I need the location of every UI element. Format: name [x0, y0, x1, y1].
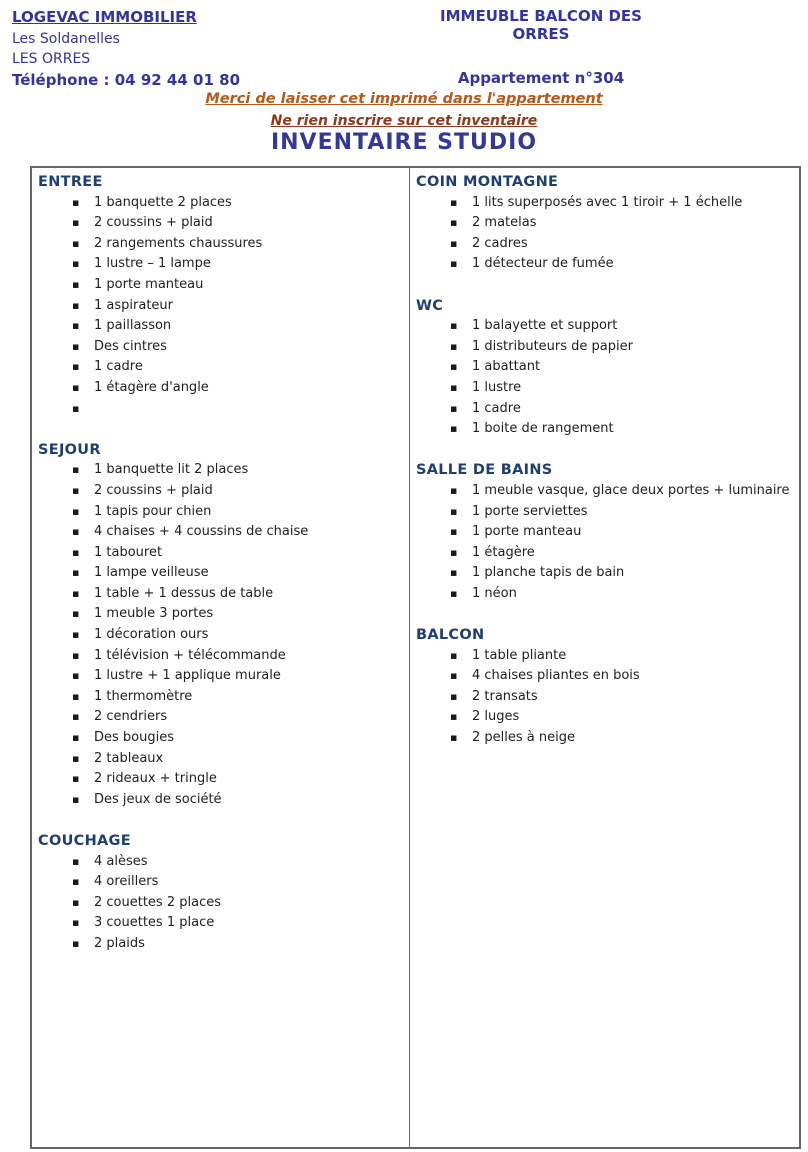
- item-text: 4 oreillers: [94, 874, 159, 890]
- item-text: 4 chaises + 4 coussins de chaise: [94, 524, 309, 540]
- square-bullet-icon: ▪: [450, 257, 458, 271]
- inventory-column-left: [32, 168, 409, 1147]
- square-bullet-icon: ▪: [72, 216, 80, 230]
- inventory-item: [416, 563, 795, 584]
- section-title: BALCON: [416, 627, 485, 644]
- square-bullet-icon: ▪: [72, 504, 80, 518]
- square-bullet-icon: ▪: [450, 525, 458, 539]
- item-text: 1 lampe veilleuse: [94, 565, 209, 581]
- apartment-number: Appartement n°304: [457, 69, 625, 87]
- inventory-item: [38, 852, 405, 873]
- inventory-item: [38, 790, 405, 811]
- inventory-item: [38, 399, 405, 420]
- square-bullet-icon: ▪: [72, 360, 80, 374]
- item-text: 2 matelas: [472, 215, 537, 231]
- item-text: 2 cendriers: [94, 709, 168, 725]
- inventory-item: [38, 213, 405, 234]
- inventory-item: [38, 543, 405, 564]
- inventory-item: [416, 378, 795, 399]
- square-bullet-icon: ▪: [450, 422, 458, 436]
- inventory-section: [416, 296, 795, 440]
- square-bullet-icon: ▪: [72, 607, 80, 621]
- inventory-item: [38, 913, 405, 934]
- inventory-item: [38, 522, 405, 543]
- inventory-item: [416, 543, 795, 564]
- item-text: 1 porte manteau: [472, 524, 582, 540]
- building-block: [416, 7, 666, 87]
- inventory-item: [38, 296, 405, 317]
- inventory-section: [416, 625, 795, 749]
- inventory-item: [416, 728, 795, 749]
- inventory-item: [38, 337, 405, 358]
- section-title: SEJOUR: [38, 441, 101, 458]
- item-text: 1 banquette 2 places: [94, 194, 232, 210]
- square-bullet-icon: ▪: [72, 483, 80, 497]
- item-text: Des cintres: [94, 338, 167, 354]
- inventory-item: [416, 481, 795, 502]
- item-text: 2 transats: [472, 688, 538, 704]
- square-bullet-icon: ▪: [450, 360, 458, 374]
- inventory-item: [38, 687, 405, 708]
- item-text: 1 boite de rangement: [472, 421, 614, 437]
- inventory-item: [38, 378, 405, 399]
- square-bullet-icon: ▪: [72, 916, 80, 930]
- item-text: 1 balayette et support: [472, 318, 618, 334]
- item-text: 1 table pliante: [472, 647, 567, 663]
- square-bullet-icon: ▪: [72, 689, 80, 703]
- agency-name: LOGEVAC IMMOBILIER: [12, 8, 197, 26]
- section-item-list: [38, 460, 405, 810]
- item-text: 1 porte manteau: [94, 276, 204, 292]
- agency-block: [12, 7, 240, 90]
- square-bullet-icon: ▪: [72, 545, 80, 559]
- inventory-item: [416, 707, 795, 728]
- section-item-list: [416, 193, 795, 275]
- inventory-item: [38, 707, 405, 728]
- square-bullet-icon: ▪: [72, 875, 80, 889]
- square-bullet-icon: ▪: [72, 854, 80, 868]
- square-bullet-icon: ▪: [450, 504, 458, 518]
- inventory-item: [38, 666, 405, 687]
- item-text: 2 tableaux: [94, 750, 164, 766]
- inventory-item: [38, 934, 405, 955]
- item-text: 1 aspirateur: [94, 297, 173, 313]
- square-bullet-icon: ▪: [72, 277, 80, 291]
- inventory-section: [416, 172, 795, 275]
- item-text: 1 lits superposés avec 1 tiroir + 1 échelle: [472, 194, 743, 210]
- item-text: 1 porte serviettes: [472, 503, 588, 519]
- square-bullet-icon: ▪: [72, 195, 80, 209]
- item-text: Des bougies: [94, 730, 174, 746]
- item-text: 1 lustre: [472, 379, 522, 395]
- square-bullet-icon: ▪: [72, 525, 80, 539]
- inventory-item: [38, 646, 405, 667]
- agency-city: LES ORRES: [12, 51, 91, 67]
- square-bullet-icon: ▪: [450, 586, 458, 600]
- inventory-item: [416, 419, 795, 440]
- square-bullet-icon: ▪: [450, 545, 458, 559]
- inventory-section: [38, 831, 405, 955]
- section-title: ENTREE: [38, 174, 103, 190]
- square-bullet-icon: ▪: [450, 319, 458, 333]
- square-bullet-icon: ▪: [450, 710, 458, 724]
- item-text: 4 chaises pliantes en bois: [472, 668, 640, 684]
- inventory-item: [38, 872, 405, 893]
- square-bullet-icon: ▪: [72, 463, 80, 477]
- inventory-item: [38, 254, 405, 275]
- square-bullet-icon: ▪: [72, 380, 80, 394]
- item-text: 1 télévision + télécommande: [94, 647, 286, 663]
- square-bullet-icon: ▪: [72, 895, 80, 909]
- inventory-item: [416, 193, 795, 214]
- item-text: 4 alèses: [94, 853, 148, 869]
- inventory-item: [416, 687, 795, 708]
- square-bullet-icon: ▪: [72, 731, 80, 745]
- item-text: 1 distributeurs de papier: [472, 338, 633, 354]
- section-item-list: [416, 316, 795, 440]
- inventory-item: [38, 460, 405, 481]
- inventory-item: [416, 337, 795, 358]
- square-bullet-icon: ▪: [72, 236, 80, 250]
- square-bullet-icon: ▪: [450, 483, 458, 497]
- inventory-item: [416, 522, 795, 543]
- inventory-item: [38, 893, 405, 914]
- inventory-item: [38, 481, 405, 502]
- inventory-item: [416, 213, 795, 234]
- inventory-item: [416, 254, 795, 275]
- square-bullet-icon: ▪: [72, 751, 80, 765]
- notice-keep-in-apartment: Merci de laisser cet imprimé dans l'appartement: [205, 91, 603, 107]
- square-bullet-icon: ▪: [450, 380, 458, 394]
- section-title: SALLE DE BAINS: [416, 462, 553, 479]
- item-text: 1 abattant: [472, 359, 541, 375]
- inventory-item: [38, 502, 405, 523]
- item-text: 1 tabouret: [94, 544, 163, 560]
- inventory-section: [416, 460, 795, 604]
- item-text: 1 décoration ours: [94, 627, 209, 643]
- inventory-item: [38, 275, 405, 296]
- item-text: 1 néon: [472, 585, 517, 601]
- inventory-item: [416, 584, 795, 605]
- inventory-item: [416, 399, 795, 420]
- section-title: COUCHAGE: [38, 833, 131, 849]
- item-text: 1 tapis pour chien: [94, 503, 212, 519]
- section-item-list: [416, 481, 795, 605]
- inventory-item: [38, 604, 405, 625]
- item-text: 2 plaids: [94, 935, 145, 951]
- inventory-item: [416, 316, 795, 337]
- agency-phone: Téléphone : 04 92 44 01 80: [12, 71, 241, 89]
- item-text: 2 pelles à neige: [472, 730, 575, 746]
- item-text: 1 étagère d'angle: [94, 379, 209, 395]
- square-bullet-icon: ▪: [72, 566, 80, 580]
- item-text: 2 coussins + plaid: [94, 482, 213, 498]
- inventory-section: [38, 172, 405, 419]
- section-item-list: [38, 193, 405, 420]
- square-bullet-icon: ▪: [72, 772, 80, 786]
- item-text: 2 cadres: [472, 235, 528, 251]
- item-text: Des jeux de société: [94, 791, 222, 807]
- item-text: 1 meuble vasque, glace deux portes + luminaire: [472, 482, 790, 498]
- inventory-item: [416, 502, 795, 523]
- square-bullet-icon: ▪: [450, 731, 458, 745]
- inventory-item: [38, 193, 405, 214]
- item-text: 3 couettes 1 place: [94, 915, 215, 931]
- square-bullet-icon: ▪: [450, 216, 458, 230]
- inventory-item: [38, 234, 405, 255]
- inventory-item: [38, 584, 405, 605]
- inventory-item: [38, 749, 405, 770]
- square-bullet-icon: ▪: [72, 298, 80, 312]
- square-bullet-icon: ▪: [450, 566, 458, 580]
- inventory-item: [416, 666, 795, 687]
- item-text: 2 coussins + plaid: [94, 215, 213, 231]
- item-text: 1 lustre + 1 applique murale: [94, 668, 281, 684]
- item-text: 2 couettes 2 places: [94, 894, 221, 910]
- square-bullet-icon: ▪: [72, 936, 80, 950]
- item-text: 1 table + 1 dessus de table: [94, 585, 274, 601]
- item-text: 1 paillasson: [94, 318, 172, 334]
- square-bullet-icon: ▪: [450, 401, 458, 415]
- square-bullet-icon: ▪: [450, 339, 458, 353]
- square-bullet-icon: ▪: [72, 257, 80, 271]
- square-bullet-icon: ▪: [72, 669, 80, 683]
- inventory-item: [38, 769, 405, 790]
- square-bullet-icon: ▪: [450, 236, 458, 250]
- inventory-item: [38, 625, 405, 646]
- square-bullet-icon: ▪: [72, 586, 80, 600]
- square-bullet-icon: ▪: [450, 195, 458, 209]
- square-bullet-icon: ▪: [72, 339, 80, 353]
- square-bullet-icon: ▪: [72, 648, 80, 662]
- item-text: 1 cadre: [472, 400, 521, 416]
- item-text: 2 rangements chaussures: [94, 235, 263, 251]
- square-bullet-icon: ▪: [72, 628, 80, 642]
- item-text: 2 rideaux + tringle: [94, 771, 217, 787]
- square-bullet-icon: ▪: [450, 689, 458, 703]
- agency-residence: Les Soldanelles: [12, 31, 120, 47]
- item-text: 1 cadre: [94, 359, 143, 375]
- item-text: 1 thermomètre: [94, 688, 193, 704]
- square-bullet-icon: ▪: [450, 648, 458, 662]
- square-bullet-icon: ▪: [72, 401, 80, 415]
- section-title: WC: [416, 297, 444, 314]
- square-bullet-icon: ▪: [72, 710, 80, 724]
- section-item-list: [38, 852, 405, 955]
- inventory-section: [38, 440, 405, 811]
- item-text: 1 banquette lit 2 places: [94, 462, 249, 478]
- section-title: COIN MONTAGNE: [416, 174, 559, 190]
- square-bullet-icon: ▪: [72, 319, 80, 333]
- section-item-list: [416, 646, 795, 749]
- notice-do-not-write: Ne rien inscrire sur cet inventaire: [270, 113, 538, 129]
- page-title: INVENTAIRE STUDIO: [270, 130, 538, 155]
- inventory-item: [38, 563, 405, 584]
- item-text: 2 luges: [472, 709, 520, 725]
- inventory-item: [416, 357, 795, 378]
- square-bullet-icon: ▪: [72, 792, 80, 806]
- inventory-column-right: [409, 168, 799, 1147]
- inventory-item: [416, 646, 795, 667]
- inventory-table: [30, 166, 801, 1149]
- square-bullet-icon: ▪: [450, 669, 458, 683]
- inventory-item: [38, 316, 405, 337]
- item-text: 1 planche tapis de bain: [472, 565, 625, 581]
- inventory-item: [38, 728, 405, 749]
- building-name: IMMEUBLE BALCON DES ORRES: [440, 7, 642, 43]
- inventory-item: [38, 357, 405, 378]
- item-text: 1 étagère: [472, 544, 535, 560]
- item-text: 1 lustre – 1 lampe: [94, 256, 211, 272]
- inventory-item: [416, 234, 795, 255]
- item-text: 1 détecteur de fumée: [472, 256, 614, 272]
- item-text: 1 meuble 3 portes: [94, 606, 214, 622]
